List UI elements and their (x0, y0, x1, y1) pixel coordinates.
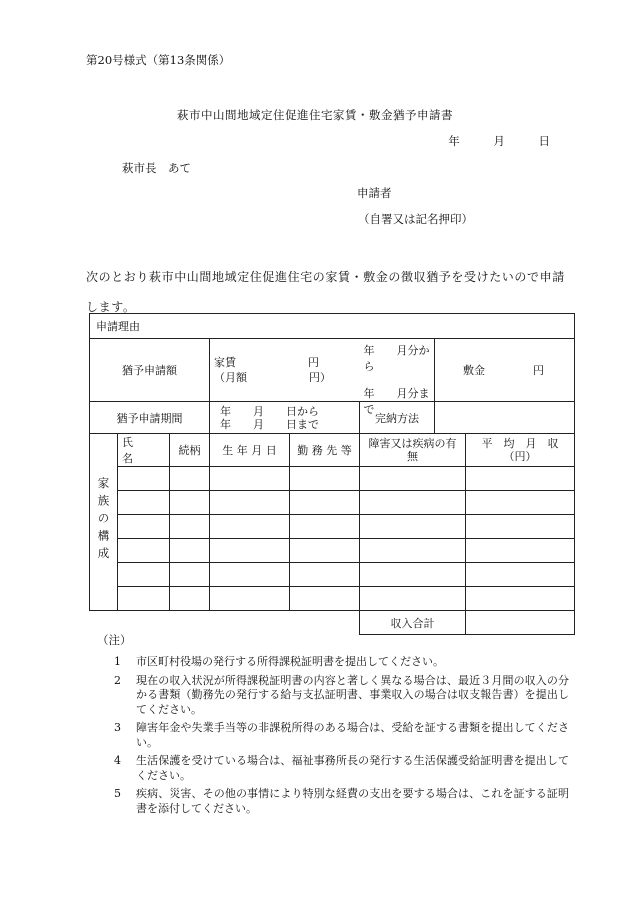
family-work-cell[interactable] (290, 467, 360, 491)
list-item: 4 生活保護を受けている場合は、福祉事務所長の発行する生活保護受給証明書を提出してください。 (114, 754, 569, 782)
application-table (89, 313, 575, 635)
income-total-label: 収入合計 (360, 611, 466, 635)
family-name-cell[interactable] (118, 563, 170, 587)
family-disability-cell[interactable] (360, 563, 466, 587)
date-year: 年 (448, 134, 460, 148)
family-name-cell[interactable] (118, 467, 170, 491)
family-name-cell[interactable] (118, 515, 170, 539)
family-name-cell[interactable] (118, 587, 170, 611)
family-birth-cell[interactable] (210, 491, 290, 515)
family-disability-cell[interactable] (360, 467, 466, 491)
notes-label: （注） (97, 633, 132, 647)
rent-label: 家賃 (214, 356, 236, 369)
family-disability-cell[interactable] (360, 491, 466, 515)
list-item: 5 疾病、災害、その他の事情により特別な経費の支出を要する場合は、これを証する証明書を添付してください。 (114, 787, 569, 815)
family-income-cell[interactable] (466, 587, 575, 611)
amount-label: 猶予申請額 (90, 339, 210, 402)
family-disability-cell[interactable] (360, 515, 466, 539)
date-day: 日 (538, 134, 550, 148)
period-label: 猶予申請期間 (90, 402, 210, 434)
col-birth: 生 年 月 日 (210, 434, 290, 467)
family-label: 家族の構成 (96, 476, 111, 565)
col-disability: 障害又は疾病の有無 (360, 434, 466, 467)
family-income-cell[interactable] (466, 515, 575, 539)
family-relation-cell[interactable] (170, 539, 210, 563)
family-birth-cell[interactable] (210, 515, 290, 539)
family-income-cell[interactable] (466, 467, 575, 491)
family-birth-cell[interactable] (210, 587, 290, 611)
signature-note: （自署又は記名押印） (358, 212, 473, 226)
family-work-cell[interactable] (290, 491, 360, 515)
page-title: 萩市中山間地域定住促進住宅家賃・敷金猶予申請書 (177, 108, 453, 122)
family-relation-cell[interactable] (170, 515, 210, 539)
applicant-label: 申請者 (357, 186, 392, 200)
period-field[interactable] (210, 402, 360, 434)
family-income-cell[interactable] (466, 539, 575, 563)
list-item: 2 現在の収入状況が所得課税証明書の内容と著しく異なる場合は、最近３月間の収入の分かる書類（勤務先の発行する給与支払証明書、事業収入の場合は収支報告書）を提出してください。 (114, 673, 569, 716)
to-month: 年 月分まで (363, 387, 430, 416)
family-name-cell[interactable] (118, 539, 170, 563)
deposit-field[interactable] (435, 339, 575, 402)
from-month: 年 月分から (363, 344, 430, 373)
form-number: 第20号様式（第13条関係） (86, 53, 231, 67)
family-disability-cell[interactable] (360, 587, 466, 611)
deposit-yen: 円 (533, 364, 544, 377)
family-relation-cell[interactable] (170, 491, 210, 515)
family-birth-cell[interactable] (210, 467, 290, 491)
rent-months[interactable] (360, 339, 435, 416)
period-from: 年 月 日から (220, 404, 319, 418)
date-month: 月 (493, 134, 505, 148)
col-name: 氏 名 (118, 434, 170, 467)
family-relation-cell[interactable] (170, 587, 210, 611)
period-to: 年 月 日まで (220, 417, 319, 431)
deposit-label: 敷金 (463, 364, 485, 377)
list-item: 1 市区町村役場の発行する所得課税証明書を提出してください。 (114, 655, 444, 668)
reason-field[interactable] (90, 314, 575, 339)
list-item: 3 障害年金や失業手当等の非課税所得のある場合は、受給を証する書類を提出してください。 (114, 721, 569, 749)
family-work-cell[interactable] (290, 563, 360, 587)
family-income-cell[interactable] (466, 491, 575, 515)
family-disability-cell[interactable] (360, 539, 466, 563)
family-work-cell[interactable] (290, 515, 360, 539)
rent-field[interactable] (210, 339, 360, 402)
family-birth-cell[interactable] (210, 563, 290, 587)
family-relation-cell[interactable] (170, 467, 210, 491)
addressee: 萩市長 あて (122, 161, 191, 175)
payment-method-field[interactable] (435, 402, 575, 434)
family-name-cell[interactable] (118, 491, 170, 515)
col-income: 平 均 月 収（円） (466, 434, 575, 467)
col-relation: 続柄 (170, 434, 210, 467)
family-relation-cell[interactable] (170, 563, 210, 587)
family-work-cell[interactable] (290, 587, 360, 611)
notes-list (114, 655, 569, 820)
income-total-field[interactable] (466, 611, 575, 635)
family-birth-cell[interactable] (210, 539, 290, 563)
date-line (448, 133, 550, 149)
payment-method-label: 完納方法 (360, 402, 435, 434)
rent-yen: 円 (308, 356, 319, 369)
col-work: 勤 務 先 等 (290, 434, 360, 467)
monthly-close: 円） (309, 371, 331, 384)
total-spacer (90, 611, 360, 635)
reason-label: 申請理由 (96, 320, 140, 333)
family-work-cell[interactable] (290, 539, 360, 563)
monthly-open: （月額 (214, 371, 247, 384)
body-text: 次のとおり萩市中山間地域定住促進住宅の家賃・敷金の徴収猶予を受けたいので申請します。 (86, 270, 565, 314)
family-income-cell[interactable] (466, 563, 575, 587)
family-label-cell (90, 434, 118, 611)
